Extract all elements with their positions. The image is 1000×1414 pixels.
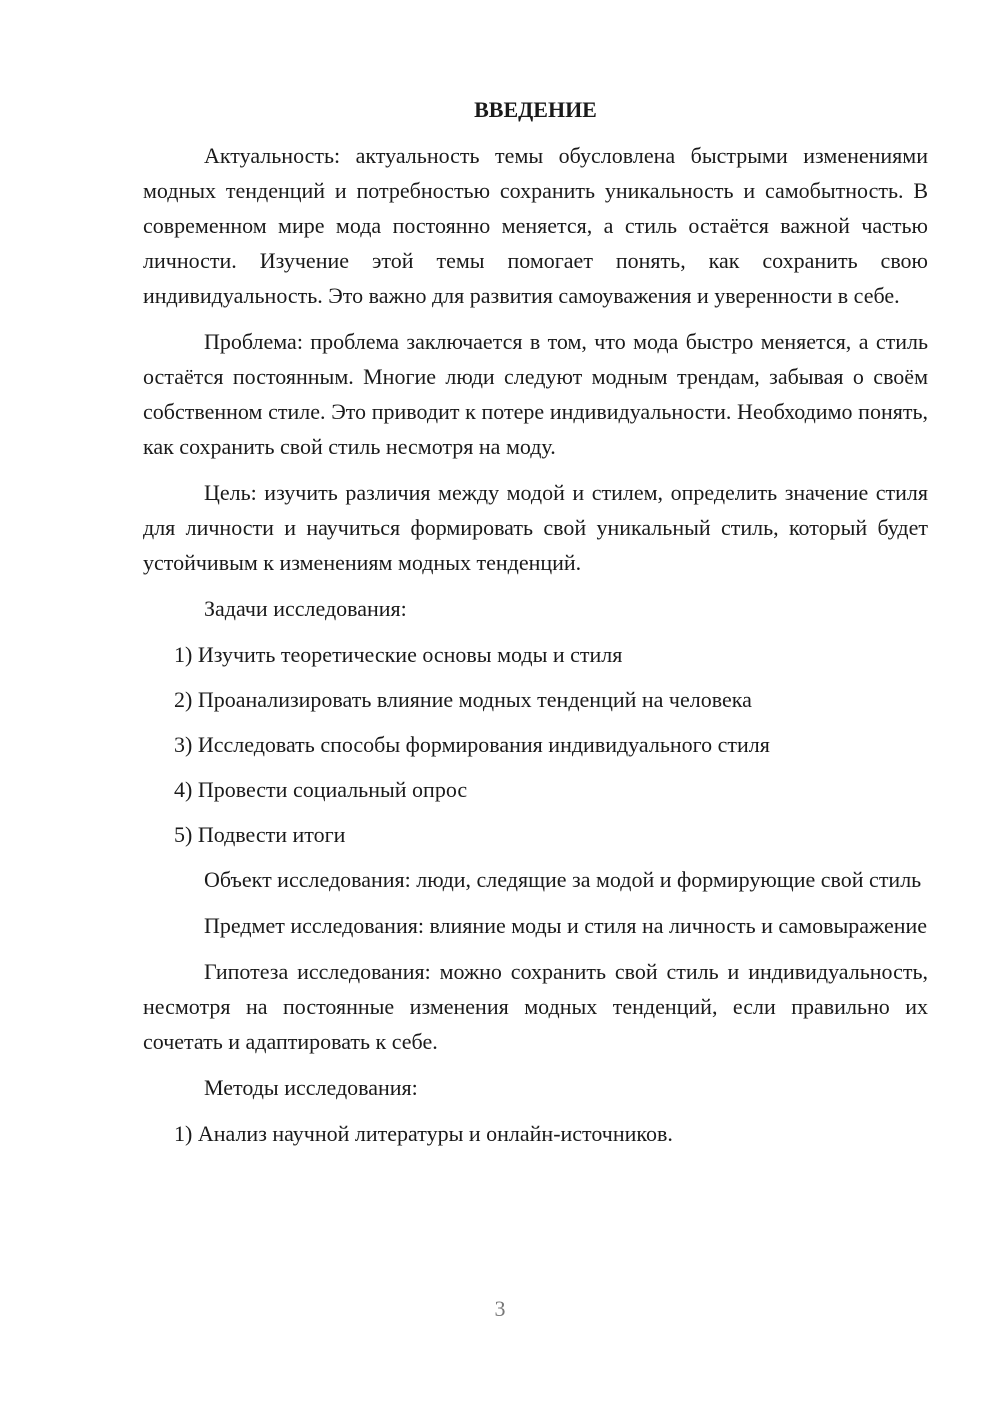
method-item: 1) Анализ научной литературы и онлайн-источников. <box>174 1121 673 1146</box>
methods-heading: Методы исследования: <box>204 1075 418 1100</box>
task-item: 4) Провести социальный опрос <box>174 777 468 802</box>
page-number: 3 <box>494 1296 506 1321</box>
paragraph-subject: Предмет исследования: влияние моды и стиля на личность и самовыражение <box>204 913 928 938</box>
methods-list <box>143 1116 928 1151</box>
paragraph-goal: Цель: изучить различия между модой и стилем, определить значение стиля для личности и научиться формировать свой уникальный стиль, который будет устойчивым к изменениям модных тенденций. <box>143 480 928 575</box>
paragraph-object: Объект исследования: люди, следящие за модой и формирующие свой стиль <box>204 867 922 892</box>
paragraph-hypothesis: Гипотеза исследования: можно сохранить свой стиль и индивидуальность, несмотря на постоянные изменения модных тенденций, если правильно их сочетать и адаптировать к себе. <box>143 959 928 1054</box>
task-item: 5) Подвести итоги <box>174 822 346 847</box>
task-item: 3) Исследовать способы формирования индивидуального стиля <box>174 732 770 757</box>
tasks-heading: Задачи исследования: <box>204 596 407 621</box>
task-item: 2) Проанализировать влияние модных тенденций на человека <box>174 687 752 712</box>
task-item: 1) Изучить теоретические основы моды и стиля <box>174 642 623 667</box>
paragraph-problem: Проблема: проблема заключается в том, что мода быстро меняется, а стиль остаётся постоянным. Многие люди следуют модным трендам, забывая о своём собственном стиле. Это приводит к потере индивидуальности. Необходимо понять, как сохранить свой стиль несмотря на моду. <box>143 329 928 459</box>
paragraph-relevance: Актуальность: актуальность темы обусловлена быстрыми изменениями модных тенденций и потребностью сохранить уникальность и самобытность. В современном мире мода постоянно меняется, а стиль остаётся важной частью личности. Изучение этой темы помогает понять, как сохранить свою индивидуальность. Это важно для развития самоуважения и уверенности в себе. <box>143 143 928 308</box>
tasks-list <box>143 637 928 852</box>
page-title: ВВЕДЕНИЕ <box>474 97 597 122</box>
page-content <box>143 94 928 1161</box>
